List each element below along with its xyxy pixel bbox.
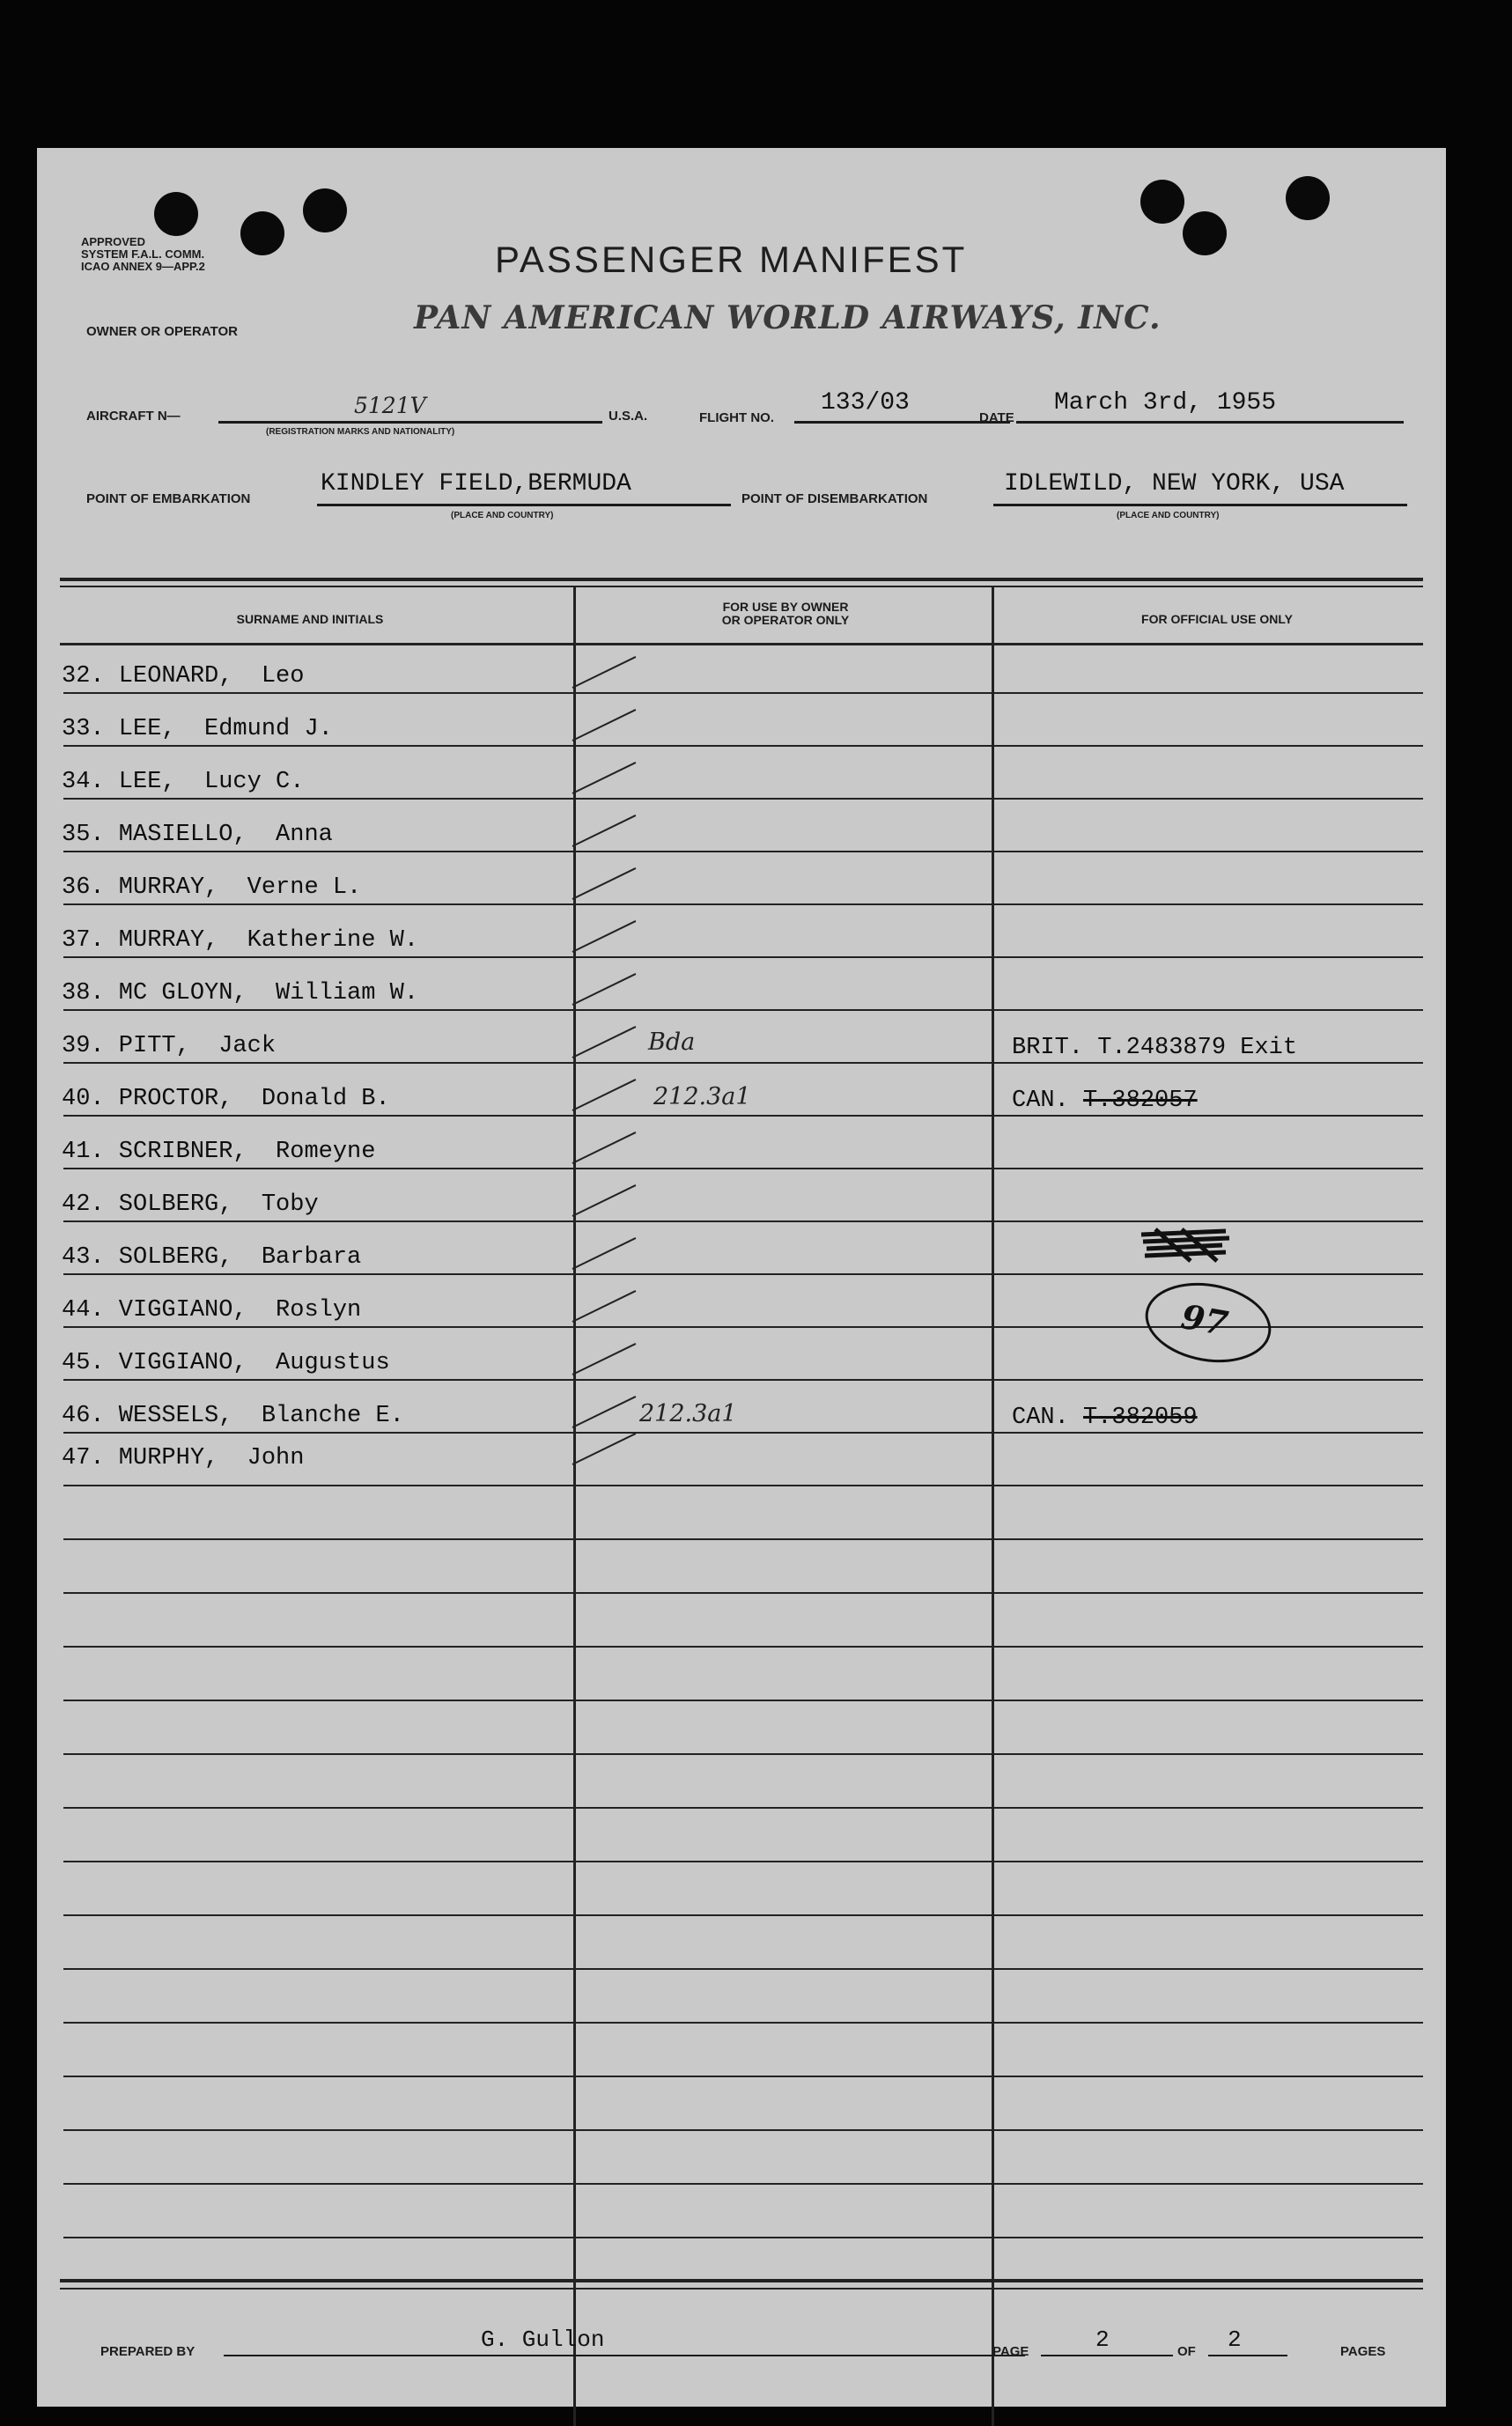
passenger-row: 34. LEE, Lucy C. — [62, 769, 305, 795]
airline-name: PAN AMERICAN WORLD AIRWAYS, INC. — [414, 299, 1162, 336]
official-note-proctor-number: T.382057 — [1083, 1088, 1198, 1114]
embark-underline — [317, 504, 731, 506]
approval-line-1: APPROVED — [81, 235, 145, 248]
scribble-mark — [1138, 1226, 1235, 1265]
aircraft-sublabel: (REGISTRATION MARKS AND NATIONALITY) — [266, 427, 455, 437]
official-note-proctor — [1012, 1088, 1198, 1114]
row-rule — [63, 903, 1423, 905]
check-mark — [572, 867, 637, 900]
table-top-rule — [60, 578, 1423, 581]
aircraft-label: AIRCRAFT N— — [86, 409, 181, 424]
row-rule — [63, 1700, 1423, 1701]
check-mark — [572, 1184, 637, 1217]
column-header-owner-line2: OR OPERATOR ONLY — [721, 613, 850, 627]
page-value: 2 — [1095, 2326, 1110, 2353]
date-value: March 3rd, 1955 — [1054, 389, 1277, 417]
row-rule — [63, 1220, 1423, 1222]
table-bottom-rule — [60, 2279, 1423, 2282]
column-header-owner — [601, 601, 970, 627]
embark-value: KINDLEY FIELD,BERMUDA — [321, 470, 631, 498]
owner-note-proctor: 212.3a1 — [653, 1083, 751, 1110]
approval-line-3: ICAO ANNEX 9—APP.2 — [81, 260, 205, 273]
punch-hole — [303, 188, 347, 232]
punch-hole — [240, 211, 284, 255]
passenger-row: 39. PITT, Jack — [62, 1033, 277, 1059]
flight-value: 133/03 — [821, 389, 910, 417]
owner-note-wessels: 212.3a1 — [639, 1400, 737, 1427]
check-mark — [572, 656, 637, 689]
page-label: PAGE — [992, 2344, 1029, 2359]
owner-label: OWNER OR OPERATOR — [86, 324, 238, 339]
passenger-row: 46. WESSELS, Blanche E. — [62, 1403, 404, 1429]
check-mark — [572, 815, 637, 847]
date-label: DATE — [979, 410, 1014, 425]
passenger-row: 33. LEE, Edmund J. — [62, 716, 333, 742]
row-rule — [63, 2076, 1423, 2077]
passenger-row: 36. MURRAY, Verne L. — [62, 874, 362, 901]
row-rule — [63, 1538, 1423, 1540]
row-rule — [63, 1646, 1423, 1648]
official-note-wessels-prefix: CAN. — [1012, 1405, 1069, 1431]
of-underline — [1208, 2355, 1287, 2356]
row-rule — [63, 798, 1423, 800]
column-header-owner-line1: FOR USE BY OWNER — [722, 600, 849, 614]
passenger-row: 35. MASIELLO, Anna — [62, 822, 333, 848]
passenger-row: 37. MURRAY, Katherine W. — [62, 927, 419, 954]
row-rule — [63, 1914, 1423, 1916]
official-note-pitt: BRIT. T.2483879 Exit — [1012, 1035, 1298, 1061]
passenger-row: 45. VIGGIANO, Augustus — [62, 1350, 390, 1376]
flight-underline — [794, 421, 1010, 424]
row-rule — [63, 1009, 1423, 1011]
check-mark — [572, 1237, 637, 1270]
approval-note — [81, 236, 205, 273]
flight-label: FLIGHT NO. — [699, 410, 774, 425]
row-rule — [63, 2183, 1423, 2185]
table-top-rule-2 — [60, 586, 1423, 587]
disembark-value: IDLEWILD, NEW YORK, USA — [1004, 470, 1345, 498]
official-note-wessels-number: T.382059 — [1083, 1405, 1198, 1431]
passenger-row: 40. PROCTOR, Donald B. — [62, 1086, 390, 1112]
prepared-value: G. Gullon — [481, 2326, 605, 2353]
stamp-text: 97 — [1177, 1295, 1231, 1344]
circled-stamp — [1139, 1273, 1277, 1372]
row-rule — [63, 2129, 1423, 2131]
row-rule — [63, 1592, 1423, 1594]
check-mark — [572, 973, 637, 1006]
check-mark — [572, 1343, 637, 1375]
prepared-underline — [224, 2355, 1025, 2356]
check-mark — [572, 1132, 637, 1164]
prepared-label: PREPARED BY — [100, 2344, 195, 2359]
check-mark — [572, 1396, 637, 1428]
row-rule — [63, 1807, 1423, 1809]
date-underline — [1016, 421, 1404, 424]
column-divider-1 — [573, 586, 576, 2426]
passenger-row: 43. SOLBERG, Barbara — [62, 1244, 362, 1271]
of-value: 2 — [1228, 2326, 1242, 2353]
approval-line-2: SYSTEM F.A.L. COMM. — [81, 247, 205, 261]
official-note-proctor-prefix: CAN. — [1012, 1088, 1069, 1114]
check-mark — [572, 1290, 637, 1323]
official-note-wessels — [1012, 1405, 1198, 1431]
manifest-sheet — [37, 148, 1446, 2407]
pages-label: PAGES — [1340, 2344, 1386, 2359]
check-mark — [572, 1026, 637, 1058]
row-rule — [63, 851, 1423, 852]
passenger-row: 47. MURPHY, John — [62, 1445, 305, 1471]
row-rule — [63, 745, 1423, 747]
passenger-row: 41. SCRIBNER, Romeyne — [62, 1139, 376, 1165]
row-rule — [63, 2237, 1423, 2238]
row-rule — [63, 1485, 1423, 1486]
column-divider-2 — [992, 586, 994, 2426]
owner-note-pitt: Bda — [648, 1029, 696, 1056]
passenger-row: 38. MC GLOYN, William W. — [62, 980, 419, 1007]
check-mark — [572, 709, 637, 741]
disembark-underline — [993, 504, 1407, 506]
row-rule — [63, 1062, 1423, 1064]
row-rule — [63, 1861, 1423, 1862]
check-mark — [572, 1079, 637, 1111]
column-header-official: FOR OFFICIAL USE ONLY — [1141, 612, 1293, 626]
check-mark — [572, 1433, 637, 1465]
form-title: PASSENGER MANIFEST — [495, 239, 968, 280]
row-rule — [63, 1968, 1423, 1970]
row-rule — [63, 2022, 1423, 2024]
punch-hole — [1286, 176, 1330, 220]
punch-hole — [1140, 180, 1184, 224]
row-rule — [63, 1753, 1423, 1755]
row-rule — [63, 1115, 1423, 1117]
passenger-row: 32. LEONARD, Leo — [62, 663, 305, 689]
column-header-surname: SURNAME AND INITIALS — [236, 612, 384, 626]
country-label: U.S.A. — [608, 409, 648, 424]
disembark-sublabel: (PLACE AND COUNTRY) — [1117, 511, 1220, 520]
punch-hole — [1183, 211, 1227, 255]
punch-hole — [154, 192, 198, 236]
check-mark — [572, 762, 637, 794]
aircraft-value: 5121V — [354, 393, 426, 418]
row-rule — [63, 1432, 1423, 1434]
aircraft-underline — [218, 421, 602, 424]
embark-label: POINT OF EMBARKATION — [86, 491, 251, 506]
row-rule — [63, 956, 1423, 958]
header-bottom-rule — [60, 643, 1423, 645]
row-rule — [63, 692, 1423, 694]
row-rule — [63, 1168, 1423, 1169]
page-underline — [1041, 2355, 1173, 2356]
check-mark — [572, 920, 637, 953]
passenger-row: 42. SOLBERG, Toby — [62, 1191, 319, 1218]
passenger-row: 44. VIGGIANO, Roslyn — [62, 1297, 362, 1324]
of-label: OF — [1177, 2344, 1196, 2359]
row-rule — [63, 1379, 1423, 1381]
disembark-label: POINT OF DISEMBARKATION — [741, 491, 928, 506]
row-rule — [63, 1273, 1423, 1275]
table-bottom-rule-2 — [60, 2288, 1423, 2290]
embark-sublabel: (PLACE AND COUNTRY) — [451, 511, 554, 520]
